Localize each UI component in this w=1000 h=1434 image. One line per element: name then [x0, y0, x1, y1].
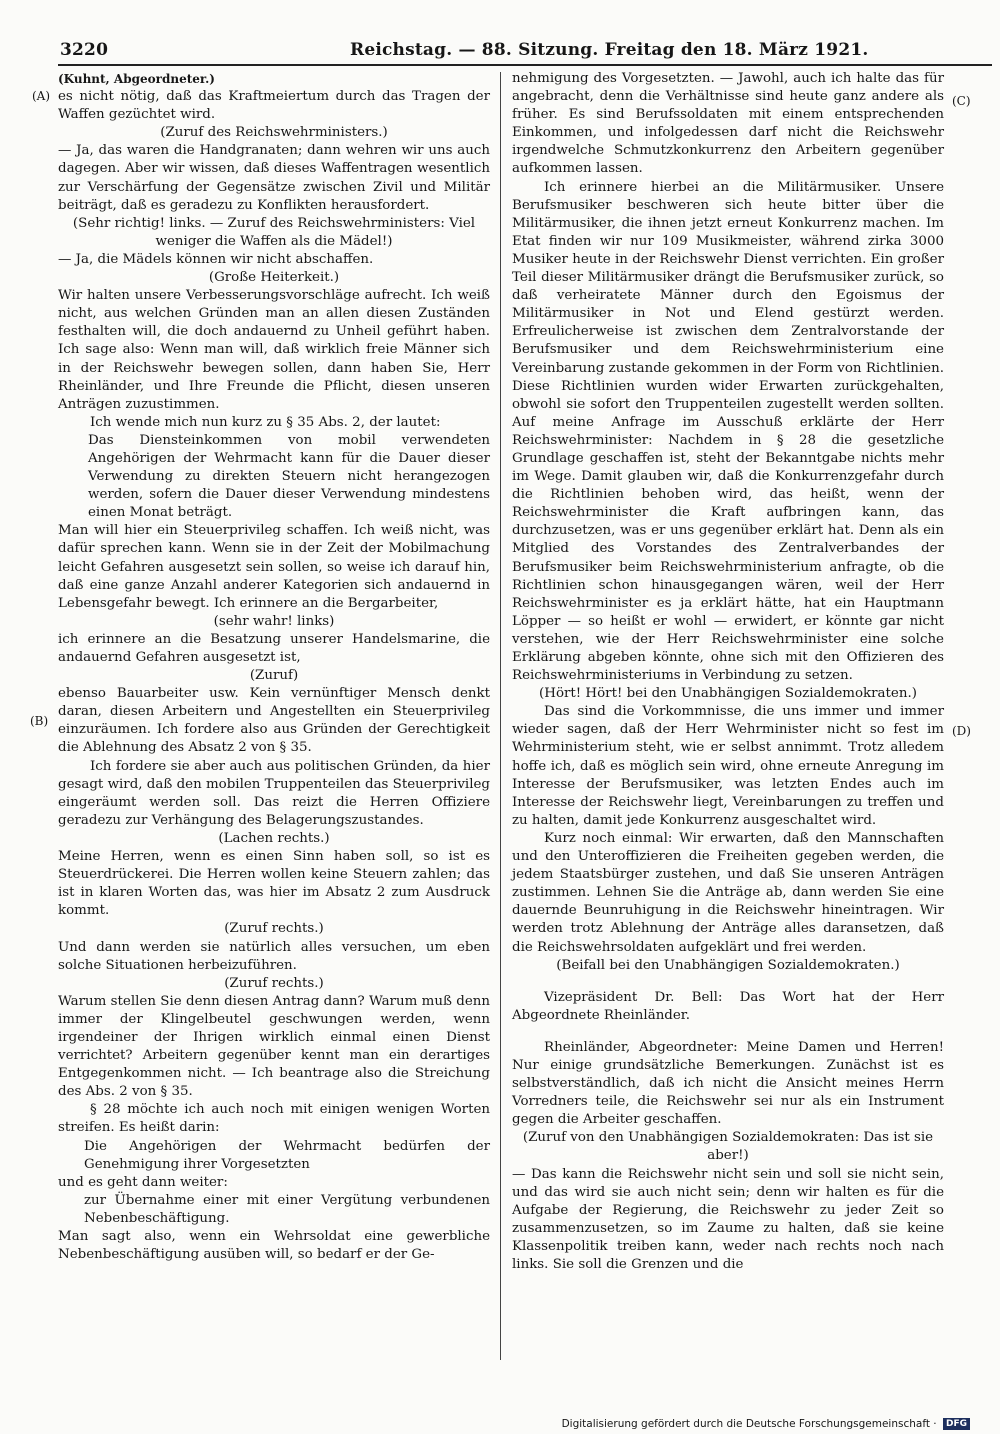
interjection: (Sehr richtig! links. — Zuruf des Reichswehrministers: Viel weniger die Waffen als die Mädel!): [72, 215, 476, 249]
paragraph: Ich erinnere hierbei an die Militärmusiker. Unsere Berufsmusiker beschweren sich heute bitter über die Militärmusiker, die ihnen jetzt erneut Konkurrenz machen. Im Etat finden wir nur 109 Musikmeister, während zirka 3000 Musiker heute in der Reichswehr Dienst verrichten. Ein großer Teil dieser Militärmusiker drängt die Berufsmusiker zurück, so daß verheiratete Männer durch den Egoismus der Militärmusiker in Not und Elend gestürzt werden. Erfreulicherweise ist zwischen dem Zentralvorstande der Berufsmusiker und dem Reichswehrministerium eine Vereinbarung zustande gekommen in der Form von Richtlinien. Diese Richtlinien wurden wider Erwarten zurückgehalten, obwohl sie sofort den Truppenteilen zugestellt werden sollten. Auf meine Anfrage im Ausschuß erklärte der Herr Reichswehrminister: Nachdem in § 28 die gesetzliche Grundlage geschaffen ist, steht der Bekanntgabe nichts mehr im Wege. Damit glauben wir, daß die Konkurrenzgefahr durch die Richtlinien behoben wird, das heißt, wenn der Reichswehrminister die Kraft aufbringen kann, das durchzusetzen, was er uns gegenüber erklärt hat. Denn als ein Mitglied des Vorstandes des Zentralverbandes der Berufsmusiker beim Reichswehrministerium anfragte, ob die Richtlinien schon hinausgegangen wären, weil der Herr Reichswehrminister es ja erklärt hätte, hat ein Hauptmann Löpper — so heißt er wohl — erwidert, er könnte gar nicht verstehen, wie der Herr Reichswehrminister eine solche Erklärung abgeben könnte, ohne sich mit den Offizieren des Reichswehrministeriums in Verbindung zu setzen.: [512, 179, 944, 684]
paragraph: Wir halten unsere Verbesserungsvorschläge aufrecht. Ich weiß nicht, aus welchen Gründen man an allen diesen Zuständen festhalten will, die doch andauernd zu Unheil geführt haben. Ich sage also: Wenn man will, daß wirklich freie Männer sich in der Reichswehr bewegen sollen, dann haben Sie, Herr Rheinländer, und Ihre Freunde die Pflicht, diesen unseren Anträgen zuzustimmen.: [58, 288, 490, 412]
dfg-logo: DFG: [943, 1418, 970, 1430]
paragraph: Man sagt also, wenn ein Wehrsoldat eine gewerbliche Nebenbeschäftigung ausüben will, so bedarf er der Ge-: [58, 1229, 490, 1263]
quoted-law-text: Die Angehörigen der Wehrmacht bedürfen der Genehmigung ihrer Vorgesetzten: [84, 1138, 490, 1172]
page-header: [60, 38, 990, 66]
paragraph: Man will hier ein Steuerprivileg schaffen. Ich weiß nicht, was dafür sprechen kann. Wenn sie in der Zeit der Mobilmachung leicht Gefahren ausgesetzt sein sollen, so weise ich darauf hin, daß eine ganze Anzahl anderer Kategorien sich andauernd in Lebensgefahr bewegt. Ich erinnere an die Bergarbeiter,: [58, 523, 490, 611]
interjection: (Zuruf): [249, 668, 299, 684]
interjection: (Zuruf von den Unabhängigen Sozialdemokraten: Das ist sie aber!): [522, 1130, 934, 1164]
interjection: (Große Heiterkeit.): [208, 270, 340, 286]
margin-marker-a: (A): [32, 89, 51, 103]
digitization-credit: [562, 1418, 970, 1430]
paragraph: es nicht nötig, daß das Kraftmeiertum durch das Tragen der Waffen gezüchtet wird.: [58, 89, 490, 123]
paragraph: Das sind die Vorkommnisse, die uns immer und immer wieder sagen, daß der Herr Wehrminister nicht so fest im Wehrministerium steht, wie er selbst annimmt. Trotz alledem hoffe ich, daß es möglich sein wird, ohne erneute Anregung im Interesse der Berufsmusiker, was letzten Endes auch im Interesse der Reichswehr liegt, Vereinbarungen zu treffen und zu halten, damit jede Konkurrenz ausgeschaltet wird.: [512, 704, 944, 828]
margin-marker-c: (C): [952, 94, 971, 108]
paragraph: — Ja, die Mädels können wir nicht abschaffen.: [58, 251, 374, 267]
spacer: [512, 1025, 944, 1039]
page-number: 3220: [60, 40, 109, 60]
paragraph: Ich fordere sie aber auch aus politischen Gründen, da hier gesagt wird, daß den mobilen Truppenteilen das Steuerprivileg eingeräumt werden soll. Das reizt die Herren Offiziere geradezu zur Verhängung des Belagerungszustandes.: [58, 758, 490, 828]
interjection: (Zuruf rechts.): [224, 975, 324, 991]
chair-statement: Vizepräsident Dr. Bell: Das Wort hat der Herr Abgeordnete Rheinländer.: [512, 989, 944, 1023]
speaker-attribution: (Kuhnt, Abgeordneter.): [58, 72, 215, 86]
paragraph: Meine Herren, wenn es einen Sinn haben soll, so ist es Steuerdrückerei. Die Herren wollen keine Steuern zahlen; das ist in klaren Worten das, was hier im Absatz 2 zum Ausdruck kommt.: [58, 849, 490, 919]
left-column: [58, 70, 490, 1264]
spacer: [512, 975, 944, 989]
paragraph: und es geht dann weiter:: [58, 1174, 228, 1190]
quoted-law-text: Das Diensteinkommen von mobil verwendeten Angehörigen der Wehrmacht kann für die Dauer dieser Verwendung zu direkten Steuern nicht herangezogen werden, sofern die Dauer dieser Verwendung mindestens einen Monat beträgt.: [88, 432, 490, 521]
paragraph: Warum stellen Sie denn diesen Antrag dann? Warum muß denn immer der Klingelbeutel geschwungen werden, wenn irgendeiner der Ihrigen wirklich einmal einen Dienst verrichtet? Arbeitern gegenüber kennt man ein derartiges Entgegenkommen nicht. — Ich beantrage also die Streichung des Abs. 2 von § 35.: [58, 993, 490, 1100]
interjection: (Lachen rechts.): [218, 830, 330, 846]
paragraph: — Das kann die Reichswehr nicht sein und soll sie nicht sein, und das wird sie auch nicht sein; denn wir halten es für die Aufgabe der Regierung, die Reichswehr zu jeder Zeit so zusammenzusetzen, so im Zaume zu halten, daß sie keine Klassenpolitik treiben kann, weder nach rechts noch nach links. Sie soll die Grenzen und die: [512, 1166, 944, 1272]
interjection: (Hört! Hört! bei den Unabhängigen Sozialdemokraten.): [539, 686, 917, 702]
paragraph: Ich wende mich nun kurz zu § 35 Abs. 2, der lautet:: [90, 414, 441, 430]
paragraph: — Ja, das waren die Handgranaten; dann wehren wir uns auch dagegen. Aber wir wissen, daß dieses Waffentragen wesentlich zur Verschärfung der Gegensätze zwischen Zivil und Militär beiträgt, daß es geradezu zu Konflikten herausfordert.: [58, 143, 490, 213]
paragraph: nehmigung des Vorgesetzten. — Jawohl, auch ich halte das für angebracht, denn die Verhältnisse sind heute ganz andere als früher. Es sind Berufssoldaten mit einem entsprechenden Einkommen, und infolgedessen darf nicht die Reichswehr irgendwelche Schmutzkonkurrenz den Arbeitern gegenüber aufkommen lassen.: [512, 71, 944, 177]
footer-text: Digitalisierung gefördert durch die Deutsche Forschungsgemeinschaft ·: [561, 1418, 937, 1430]
interjection: (Beifall bei den Unabhängigen Sozialdemokraten.): [556, 957, 900, 973]
paragraph: ebenso Bauarbeiter usw. Kein vernünftiger Mensch denkt daran, diesen Arbeitern und Angestellten ein Steuerprivileg einzuräumen. Ich fordere also aus Gründen der Gerechtigkeit die Ablehnung des Absatz 2 von § 35.: [58, 686, 490, 756]
paragraph: § 28 möchte ich auch noch mit einigen wenigen Worten streifen. Es heißt darin:: [58, 1102, 490, 1136]
right-column: [512, 70, 944, 1274]
margin-marker-d: (D): [952, 724, 971, 738]
interjection: (sehr wahr! links): [213, 613, 335, 629]
page-title: Reichstag. — 88. Sitzung. Freitag den 18. März 1921.: [350, 40, 869, 60]
paragraph: Und dann werden sie natürlich alles versuchen, um eben solche Situationen herbeizuführen.: [58, 939, 490, 973]
quoted-law-text: zur Übernahme einer mit einer Vergütung verbundenen Nebenbeschäftigung.: [84, 1192, 490, 1226]
column-divider: [500, 72, 501, 1360]
interjection: (Zuruf rechts.): [224, 921, 324, 937]
margin-marker-b: (B): [30, 714, 49, 728]
interjection: (Zuruf des Reichswehrministers.): [160, 125, 388, 141]
paragraph: Kurz noch einmal: Wir erwarten, daß den Mannschaften und den Unteroffizieren die Freiheiten gegeben werden, die jedem Staatsbürger zustehen, und daß Sie unseren Anträgen zustimmen. Lehnen Sie die Anträge ab, dann werden Sie eine dauernde Beunruhigung in die Reichswehr hineintragen. Wir werden trotz Ablehnung der Anträge alles daransetzen, daß die Reichswehrsoldaten aufgeklärt und frei werden.: [512, 830, 944, 955]
speech-opening: Rheinländer, Abgeordneter: Meine Damen und Herren! Nur einige grundsätzliche Bemerkungen. Zunächst ist es selbstverständlich, daß ich nicht die Ansicht meines Herrn Vorredners teile, die Reichswehr sei nur als ein Instrument gegen die Arbeiter geschaffen.: [512, 1039, 944, 1128]
header-rule: [58, 64, 992, 66]
paragraph: ich erinnere an die Besatzung unserer Handelsmarine, die andauernd Gefahren ausgesetzt ist,: [58, 631, 490, 665]
